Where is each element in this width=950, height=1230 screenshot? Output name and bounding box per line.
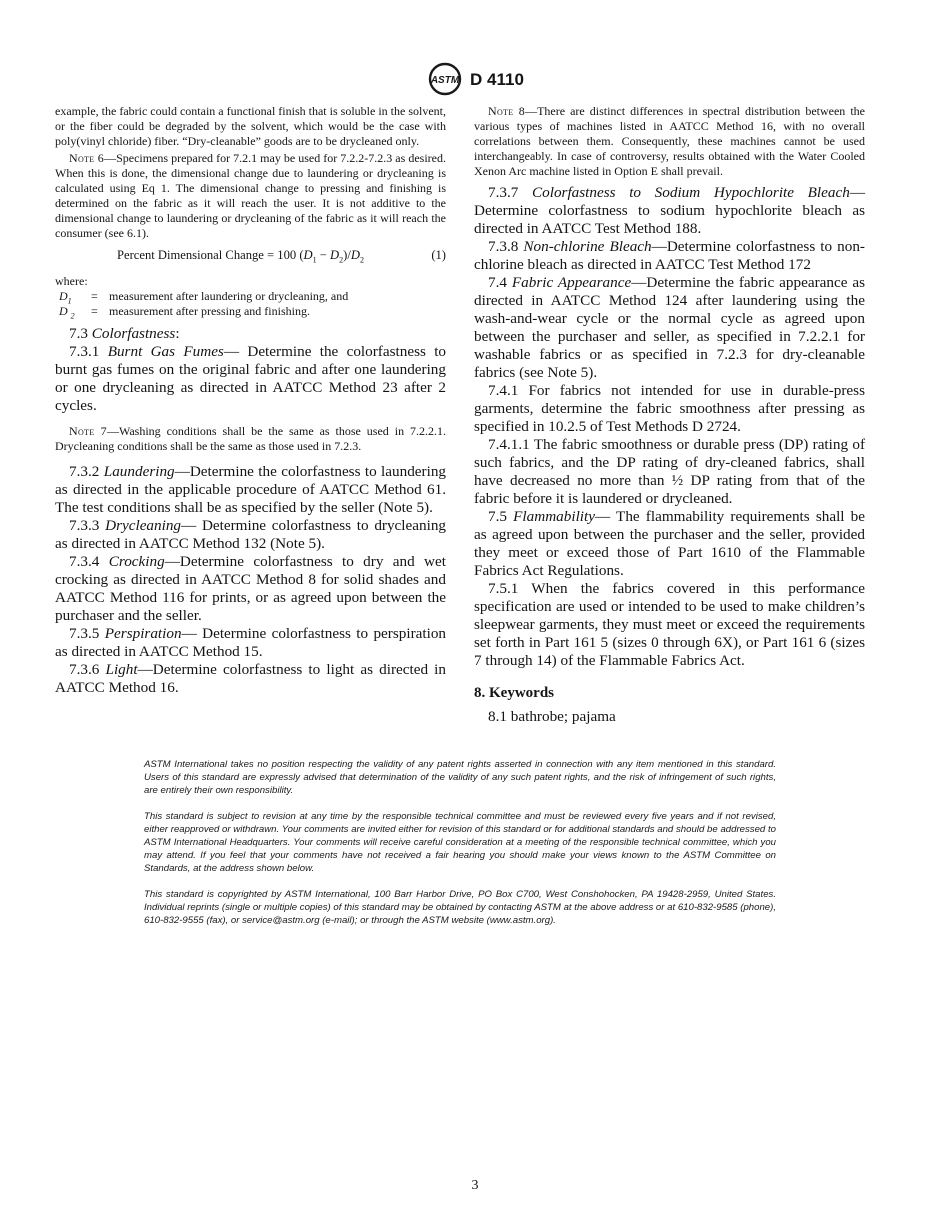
footer-copyright: This standard is copyrighted by ASTM International, 100 Barr Harbor Drive, PO Box C700, West Conshohocken, PA 19428-2959, United States. Individual reprints (single or multiple copies) of this standard may be obtained by contacting ASTM at the above address or at 610-832-9585 (phone), 610-832-9555 (fax), or service@astm.org (e-mail); or through the ASTM website (www.astm.org). [144, 889, 776, 926]
equation-1 [55, 248, 446, 266]
section-7-3-2: 7.3.2 Laundering—Determine the colorfastness to laundering as directed in the applicable procedure of AATCC Method 61. The test conditions shall be as specified by the seller (Note 5). [55, 463, 447, 516]
section-7-5: 7.5 Flammability— The flammability requirements shall be as agreed upon between the purchaser and the seller, provided they meet or exceed those of Part 1610 of the Flammable Fabrics Act Regulations. [474, 508, 866, 579]
section-7-5-1: 7.5.1 When the fabrics covered in this performance specification are used or intended to be used to make children’s sleepwear garments, they must meet or exceed the requirements set forth in Part 161 5 (sizes 0 through 6X), or Part 161 6 (sizes 7 through 14) of the Flammable Fabrics Act. [474, 580, 865, 669]
section-7-4-1-1: 7.4.1.1 The fabric smoothness or durable press (DP) rating of such fabrics, and the DP rating of dry-cleaned fabrics, shall have decreased no more than ½ DP rating from that of the fabric before it is laundered or drycleaned. [474, 436, 865, 507]
definition-d2: D $_2$ = measurement after pressing and finishing. [59, 304, 310, 321]
page-number: 3 [471, 1178, 479, 1193]
section-7-3-4: 7.3.4 Crocking—Determine colorfastness to dry and wet crocking as directed in AATCC Method 8 for solid shades and AATCC Method 116 for prints, or as agreed upon between the purchaser and the seller. [55, 553, 446, 624]
note-label: Note 6 [69, 151, 105, 165]
note-8 [474, 104, 865, 179]
left-column [55, 104, 446, 697]
section-7-4: 7.4 Fabric Appearance—Determine the fabric appearance as directed in AATCC Method 124 after laundering using the wash-and-wear cycle or the normal cycle as agreed upon between the purchaser and seller, as specified in 7.2.2.1 for washable fabrics or as specified in 7.2.3 for dry-cleanable fabrics (see Note 5). [474, 274, 866, 381]
note-7 [55, 424, 446, 454]
keywords-heading: 8. Keywords [474, 685, 554, 701]
note-text: —Specimens prepared for 7.2.1 may be used for 7.2.2-7.2.3 as desired. When this is done, the dimensional change due to laundering or drycleaning is calculated using Eq 1. The dimensional change to pressing and finishing is determined on the fabric as it will reach the user. It is not additive to the dimensional change to laundering or drycleaning of the fabric as it will reach the consumer (see 6.1). [55, 151, 446, 240]
footer-notice [144, 758, 776, 940]
section-7-3-1: 7.3.1 Burnt Gas Fumes— Determine the colorfastness to burnt gas fumes on the original fabric and after one laundering or one drycleaning as directed in AATCC Method 23 after 2 cycles. [55, 343, 447, 414]
keywords-text: 8.1 bathrobe; pajama [488, 708, 616, 725]
where-label: where: [55, 274, 88, 288]
astm-logo [426, 62, 464, 96]
equation-number: (1) [431, 248, 446, 262]
note-text: —Washing conditions shall be the same as those used in 7.2.2.1. Drycleaning conditions shall be the same as those used in 7.2.3. [55, 424, 446, 453]
footer-revision: This standard is subject to revision at any time by the responsible technical committee and must be reviewed every five years and if not revised, either reapproved or withdrawn. Your comments are invited either for revision of this standard or for additional standards and should be addressed to ASTM International Headquarters. Your comments will receive careful consideration at a meeting of the responsible technical committee, which you may attend. If you feel that your comments have not received a fair hearing you should make your views known to the ASTM Committee on Standards, at the address shown below. [144, 811, 776, 874]
logo-text: ASTM [430, 75, 460, 86]
section-7-3-5: 7.3.5 Perspiration— Determine colorfastness to perspiration as directed in AATCC Method 15. [55, 625, 447, 660]
note-6 [55, 151, 446, 241]
designation: D 4110 [470, 70, 524, 89]
definition-d1: $D_1$ = measurement after laundering or drycleaning, and [59, 289, 349, 306]
section-7-4-1: 7.4.1 For fabrics not intended for use in durable-press garments, determine the fabric smoothness after pressing as specified in 10.2.5 of Test Methods D 2724. [474, 382, 865, 435]
paragraph-continued: example, the fabric could contain a functional finish that is soluble in the solvent, or the fiber could be degraded by the solvent, which would be the case with poly(vinyl chloride) fiber. “Dry-cleanable” goods are to be drycleaned only. [55, 104, 446, 148]
section-7-3: 7.3 Colorfastness: [69, 325, 180, 342]
section-7-3-8: 7.3.8 Non-chlorine Bleach—Determine colorfastness to non-chlorine bleach as directed in AATCC Test Method 172 [474, 238, 865, 273]
section-7-3-6: 7.3.6 Light—Determine colorfastness to light as directed in AATCC Method 16. [55, 661, 446, 696]
section-7-3-7: 7.3.7 Colorfastness to Sodium Hypochlorite Bleach—Determine colorfastness to sodium hypochlorite bleach as directed in AATCC Test Method 188. [474, 184, 865, 237]
note-label: Note 7 [69, 424, 107, 438]
note-label: Note 8 [488, 104, 526, 118]
note-text: —There are distinct differences in spectral distribution between the various types of machines listed in AATCC Method 16, with no overall correlations between them. Consequently, these machines cannot be used interchangeably. In case of controversy, results obtained with the Water Cooled Xenon Arc machine listed in Option E shall prevail. [474, 104, 865, 178]
footer-patent: ASTM International takes no position respecting the validity of any patent rights asserted in connection with any item mentioned in this standard. Users of this standard are expressly advised that determination of the validity of any such patent rights, and the risk of infringement of such rights, are entirely their own responsibility. [144, 759, 776, 796]
right-column [474, 104, 865, 726]
equation-expression: Percent Dimensional Change = 100 $(D_1 - D_2)/D_2$ [117, 248, 364, 265]
page-header [0, 62, 950, 96]
section-7-3-3: 7.3.3 Drycleaning— Determine colorfastness to drycleaning as directed in AATCC Method 132 (Note 5). [55, 517, 447, 552]
